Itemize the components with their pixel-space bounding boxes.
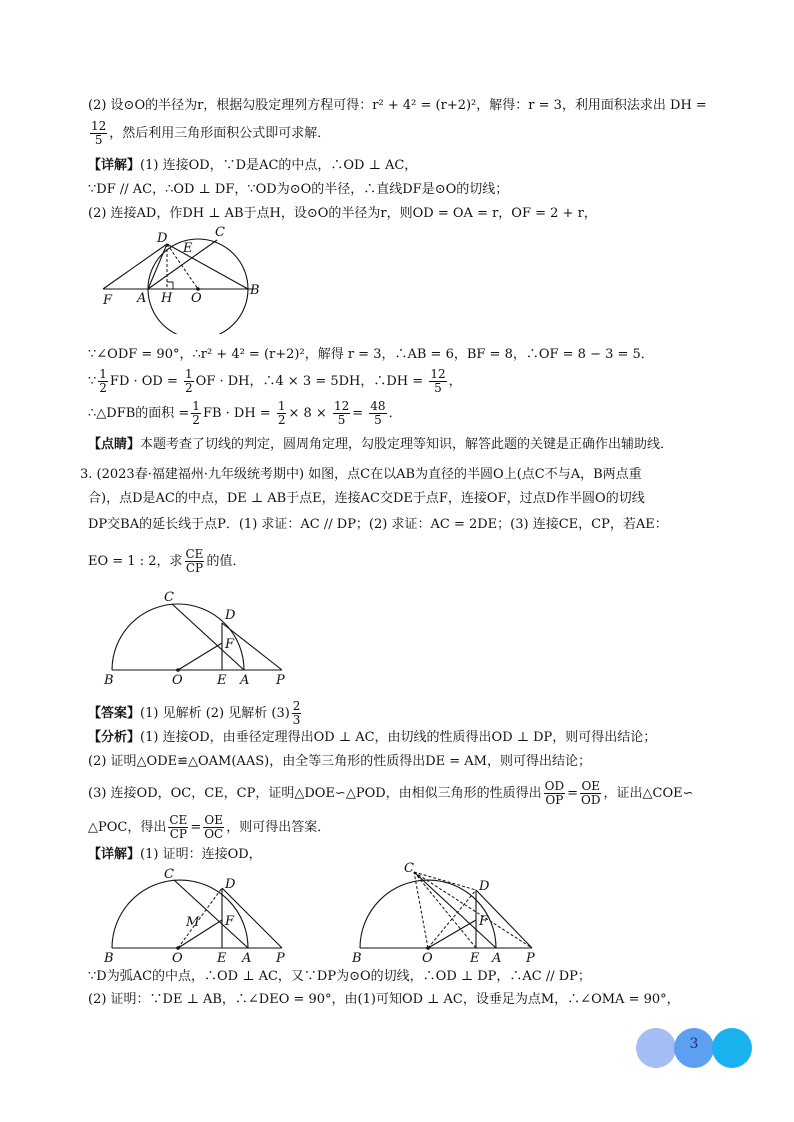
q3-line-2: 合)，点D是AC的中点，DE ⊥ AB于点E，连接AC交DE于点F，连接OF，过点D作半圆O的切线 — [88, 491, 645, 506]
line-of — [178, 643, 222, 670]
prev-calc-3: ∴△DFB的面积 = $\frac{1}{2}$ FB · DH = $\frac{1}{2}$ × 8 × $\frac{12}{5}$ = $\frac{48}{5}$ ． — [88, 399, 402, 427]
label-c: C — [215, 225, 225, 240]
page-number: 3 — [689, 1036, 699, 1052]
label-d: D — [479, 879, 490, 894]
label-m: M — [186, 915, 200, 930]
prev-analysis-2: (2) 设⊙O的半径为r，根据勾股定理列方程可得：r² + 4² = (r+2)²，解得：r = 3，利用面积法求出 DH = — [88, 98, 707, 113]
figure-semicircle-m — [100, 858, 300, 968]
label-h: H — [161, 291, 173, 306]
label-o: O — [422, 951, 433, 966]
prev-detail-1b: ∵DF // AC，∴OD ⊥ DF，∵OD为⊙O的半径，∴直线DF是⊙O的切线； — [88, 182, 509, 197]
q3-analysis-4: △POC，得出 $\frac{CE}{CP}$ = $\frac{OE}{OC}$ ，则可得出答案． — [88, 813, 331, 841]
point-o — [176, 668, 180, 672]
prev-detail-2: (2) 连接AD，作DH ⊥ AB于点H，设⊙O的半径为r，则OD = OA = r，OF = 2 + r， — [88, 206, 597, 221]
line-of — [178, 920, 222, 948]
label-d: D — [225, 877, 236, 892]
fraction: $\frac{CE}{CP}$ — [185, 547, 204, 575]
label-c: C — [404, 861, 414, 876]
label-a: A — [240, 673, 250, 687]
fraction: $\frac{1}{2}$ — [185, 367, 193, 395]
q3-analysis-1: 【分析】(1) 连接OD，由垂径定理得出OD ⊥ AC，由切线的性质得出OD ⊥ DP，则可得出结论； — [88, 730, 657, 745]
q3-final-2: (2) 证明：∵DE ⊥ AB，∴∠DEO = 90°，由(1)可知OD ⊥ AC，设垂足为点M，∴∠OMA = 90°， — [88, 992, 680, 1007]
label-f: F — [103, 293, 113, 308]
fraction: $\frac{12}{5}$ — [91, 119, 107, 147]
q3-answer: 【答案】(1) 见解析 (2) 见解析 (3) $\frac{2}{3}$ — [88, 699, 301, 727]
label-b: B — [104, 673, 114, 687]
fraction: $\frac{12}{5}$ — [430, 367, 446, 395]
point-o — [426, 946, 430, 950]
fraction: $\frac{OD}{OP}$ — [544, 779, 565, 807]
page-circle-right — [712, 1028, 752, 1068]
label-f: F — [479, 914, 489, 929]
figure-semicircle — [100, 585, 300, 687]
figure-circle-tangent — [95, 222, 275, 334]
fraction: $\frac{OE}{OC}$ — [204, 813, 224, 841]
page-circle-left — [636, 1028, 676, 1068]
label-p: P — [276, 951, 285, 966]
prev-comment: 【点睛】本题考查了切线的判定，圆周角定理，勾股定理等知识，解答此题的关键是正确作出辅助线． — [88, 437, 674, 452]
q3-analysis-2: (2) 证明△ODE≌△OAM(AAS)，由全等三角形的性质得出DE = AM，则可得出结论； — [88, 754, 591, 769]
figure-semicircle-ce-cp — [348, 858, 558, 968]
line-cp — [414, 872, 532, 948]
fraction: $\frac{2}{3}$ — [292, 699, 301, 727]
fraction: $\frac{12}{5}$ — [333, 399, 350, 427]
point-o — [176, 946, 180, 950]
fraction: $\frac{1}{2}$ — [277, 399, 286, 427]
q3-line-3: DP交BA的延长线于点P．(1) 求证：AC // DP；(2) 求证：AC = 2DE；(3) 连接CE，CP，若AE： — [88, 517, 668, 532]
right-angle-mark — [167, 282, 173, 289]
fraction: $\frac{1}{2}$ — [99, 367, 107, 395]
label-f: F — [225, 914, 235, 929]
label-a: A — [492, 951, 502, 966]
label-e: E — [217, 673, 227, 687]
label-b: B — [250, 283, 260, 298]
q3-line-4: EO = 1 : 2，求 $\frac{CE}{CP}$ 的值． — [88, 547, 246, 575]
label-d: D — [225, 608, 236, 623]
fraction: $\frac{OE}{OD}$ — [581, 779, 601, 807]
label-o: O — [191, 291, 202, 306]
line-ce — [414, 872, 476, 948]
fraction: $\frac{1}{2}$ — [192, 399, 200, 427]
fraction: $\frac{CE}{CP}$ — [169, 813, 188, 841]
fraction: $\frac{48}{5}$ — [370, 399, 386, 427]
prev-calc-2: ∵ $\frac{1}{2}$ FD · OD = $\frac{1}{2}$ OF · DH，∴4 × 3 = 5DH，∴DH = $\frac{12}{5}$ ， — [88, 367, 462, 395]
q3-detail-1: 【详解】(1) 证明：连接OD， — [88, 847, 262, 862]
prev-detail-1: 【详解】(1) 连接OD，∵D是AC的中点，∴OD ⊥ AC， — [88, 158, 418, 173]
label-e: E — [470, 951, 480, 966]
q3-line-1: 3. (2023春·福建福州·九年级统考期中) 如图，点C在以AB为直径的半圆O上(点C不与A，B两点重 — [80, 467, 642, 482]
label-f: F — [225, 637, 235, 652]
label-a: A — [137, 291, 147, 306]
q3-final-1: ∵D为弧AC的中点，∴OD ⊥ AC，又∵DP为⊙O的切线，∴OD ⊥ DP，∴AC // DP； — [88, 969, 591, 984]
label-b: B — [352, 951, 362, 966]
label-c: C — [164, 590, 174, 605]
label-e: E — [183, 241, 193, 256]
line-of — [428, 920, 476, 948]
prev-calc-1: ∵∠ODF = 90°，∴r² + 4² = (r+2)²，解得 r = 3，∴AB = 6，BF = 8，∴OF = 8 − 3 = 5． — [88, 347, 654, 362]
label-b: B — [104, 951, 114, 966]
label-o: O — [172, 951, 183, 966]
prev-analysis-2b: $\frac{12}{5}$ ，然后利用三角形面积公式即可求解． — [91, 119, 331, 147]
label-p: P — [526, 951, 535, 966]
q3-analysis-3: (3) 连接OD，OC，CE，CP，证明△DOE∽△POD，由相似三角形的性质得出 $\frac{OD}{OP}$ = $\frac{OE}{OD}$ ，证出△COE∽ — [88, 779, 694, 807]
label-d: D — [157, 231, 168, 246]
label-a: A — [242, 951, 252, 966]
label-p: P — [276, 673, 285, 687]
label-e: E — [217, 951, 227, 966]
label-o: O — [172, 673, 183, 687]
label-c: C — [164, 867, 174, 882]
